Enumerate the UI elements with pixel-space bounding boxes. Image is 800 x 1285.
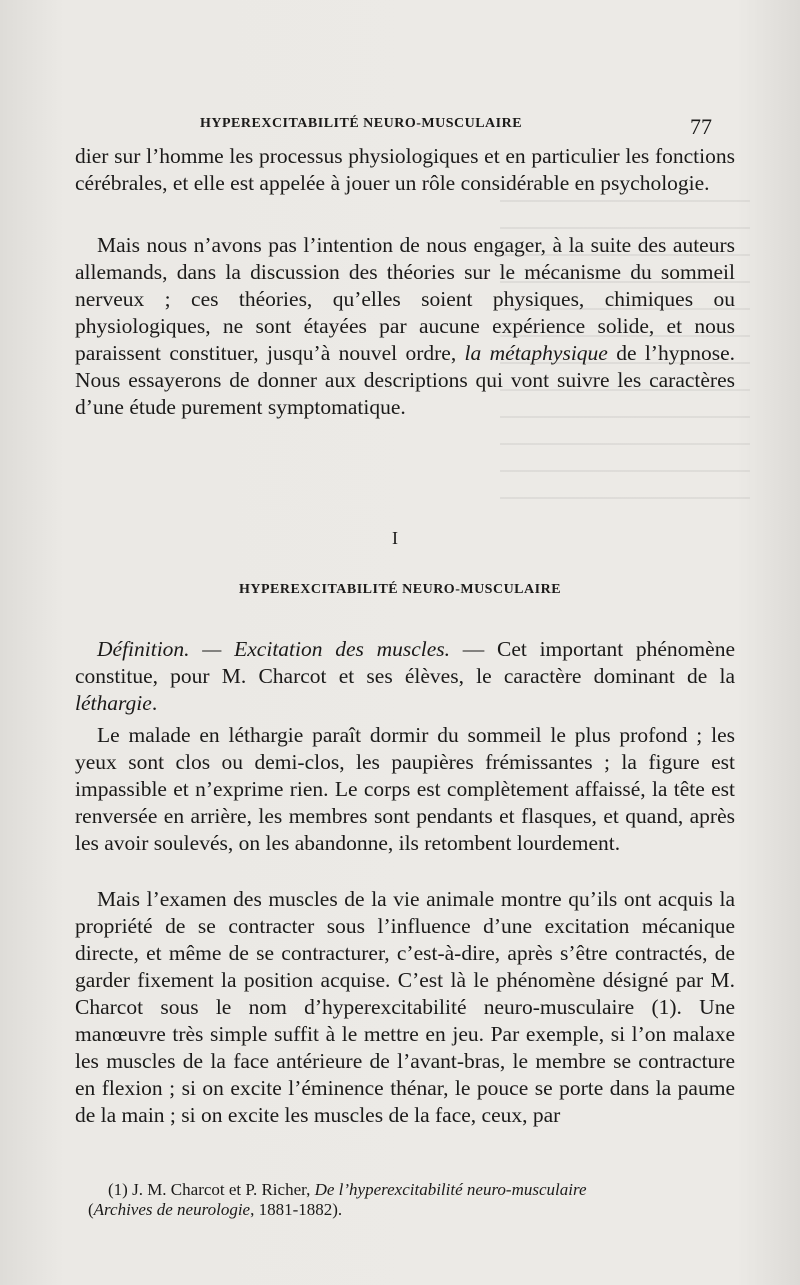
paragraph-theories	[75, 232, 735, 421]
paragraph-text: — Cet important phénomène constitue, pour M. Charcot et ses élèves, le caractère dominant de la	[75, 637, 735, 688]
definition-heading: Définition. — Excitation des muscles.	[97, 637, 451, 661]
running-head: HYPEREXCITABILITÉ NEURO-MUSCULAIRE	[200, 116, 523, 131]
paragraph-lethargy	[75, 722, 735, 857]
paragraph-text: dier sur l’homme les processus physiologiques et en particulier les fonctions cérébrales, et elle est appelée à jouer un rôle considérable en psychologie.	[75, 144, 735, 195]
paragraph-text: de l’hypnose. Nous essayerons de donner aux descriptions qui vont suivre les caractères d’une étude purement symptomatique.	[75, 341, 735, 419]
emphasis-text: léthargie	[75, 691, 152, 715]
paragraph-text: .	[151, 691, 158, 715]
paragraph-continuation	[75, 143, 735, 197]
paragraph-muscles	[75, 886, 735, 1129]
footnote-text: , 1881-1882).	[250, 1200, 343, 1219]
footnote-text: (	[88, 1200, 94, 1219]
footnote-title: De l’hyperexcitabilité neuro-musculaire	[314, 1180, 587, 1199]
paragraph-text: Le malade en léthargie paraît dormir du sommeil le plus profond ; les yeux sont clos ou demi-clos, les paupières frémissantes ; la figure est impassible et n’exprime rien. Le corps est complètement affaissé, la tête est renversée en arrière, les membres sont pendants et flasques, et quand, après les avoir soulevés, on les abandonne, ils retombent lourdement.	[75, 723, 735, 855]
page-number: 77	[690, 114, 712, 139]
paragraph-text: Mais l’examen des muscles de la vie animale montre qu’ils ont acquis la propriété de se contracter sous l’influence d’une excitation mécanique directe, et même de se contracturer, c’est-à-dire, après s’être contractés, de garder fixement la position acquise. C’est là le phénomène désigné par M. Charcot sous le nom d’hyperexcitabilité neuro-musculaire (1). Une manœuvre très simple suffit à le mettre en jeu. Par exemple, si l’on malaxe les muscles de la face antérieure de l’avant-bras, le membre se contracture en flexion ; si on excite l’éminence thénar, le pouce se porte dans la paume de la main ; si on excite les muscles de la face, ceux, par	[75, 887, 735, 1127]
footnote	[88, 1180, 738, 1220]
footnote-text: (1) J. M. Charcot et P. Richer,	[108, 1180, 315, 1199]
section-number: I	[392, 528, 398, 548]
paragraph-definition	[75, 636, 735, 717]
section-title: HYPEREXCITABILITÉ NEURO-MUSCULAIRE	[238, 582, 562, 597]
emphasis-text: la métaphysique	[464, 341, 608, 365]
paragraph-text: Mais nous n’avons pas l’intention de nous engager, à la suite des auteurs allemands, dans la discussion des théories sur le mécanisme du sommeil nerveux ; ces théories, qu’elles soient physiques, chimiques ou physiologiques, ne sont étayées par aucune expérience solide, et nous paraissent constituer, jusqu’à nouvel ordre,	[75, 233, 735, 365]
footnote-journal: Archives de neurologie	[93, 1200, 251, 1219]
